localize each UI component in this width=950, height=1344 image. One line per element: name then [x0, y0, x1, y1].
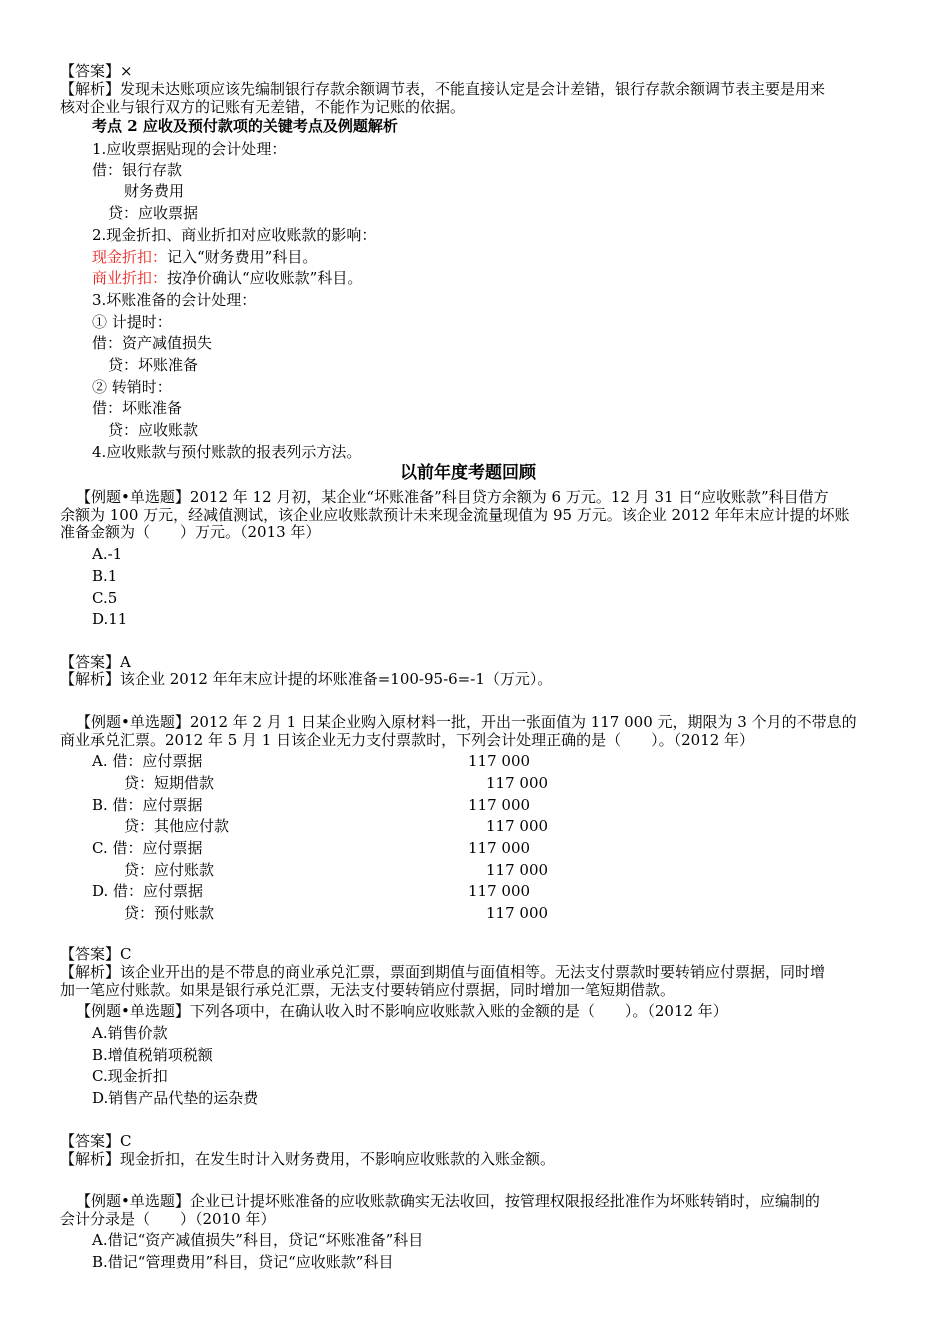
option-debit: C. 借：应付票据	[92, 839, 203, 857]
option-amount: 117 000	[468, 752, 531, 770]
journal-debit: 借：坏账准备	[92, 399, 183, 417]
option: D.销售产品代垫的运杂费	[92, 1089, 259, 1107]
journal-credit: 贷：应收票据	[108, 204, 199, 222]
option-credit: 贷：应付账款	[124, 861, 215, 879]
analysis-line: 【解析】发现未达账项应该先编制银行存款余额调节表，不能直接认定是会计差错，银行存款余额调节表主要是用来	[60, 80, 826, 98]
question-stem: 【例题•单选题】企业已计提坏账准备的应收账款确实无法收回，按管理权限报经批准作为坏账转销时，应编制的	[76, 1192, 820, 1210]
option: B.增值税销项税额	[92, 1046, 213, 1064]
option-debit: D. 借：应付票据	[92, 882, 204, 900]
question-stem: 商业承兑汇票。2012 年 5 月 1 日该企业无力支付票款时，下列会计处理正确的是（ ）。（2012 年）	[60, 731, 755, 749]
review-title: 以前年度考题回顾	[400, 463, 536, 483]
journal-debit: 借：银行存款	[92, 161, 183, 179]
answer-line: 【答案】C	[60, 945, 132, 963]
option-credit: 贷：其他应付款	[124, 817, 230, 835]
point-item: 3.坏账准备的会计处理：	[92, 291, 257, 309]
answer-line: 【答案】C	[60, 1132, 132, 1150]
option: D.11	[92, 610, 128, 628]
question-stem: 【例题•单选题】2012 年 12 月初，某企业“坏账准备”科目贷方余额为 6 万元。12 月 31 日“应收账款”科目借方	[76, 488, 829, 506]
section-title: 考点 2 应收及预付款项的关键考点及例题解析	[92, 117, 398, 135]
option-debit: A. 借：应付票据	[92, 752, 203, 770]
cash-discount-label: 现金折扣：	[92, 248, 168, 266]
journal-credit: 贷：应收账款	[108, 421, 199, 439]
option-credit: 贷：短期借款	[124, 774, 215, 792]
question-stem: 会计分录是（ ）（2010 年）	[60, 1210, 276, 1228]
option: A.-1	[92, 545, 123, 563]
option: A.借记“资产减值损失”科目，贷记“坏账准备”科目	[92, 1231, 424, 1249]
option-amount: 117 000	[468, 796, 531, 814]
option: B.1	[92, 567, 118, 585]
point-item: 2.现金折扣、商业折扣对应收账款的影响：	[92, 226, 377, 244]
trade-discount-label: 商业折扣：	[92, 269, 168, 287]
sub-item: ② 转销时：	[92, 378, 172, 396]
option-amount: 117 000	[468, 839, 531, 857]
option-credit: 贷：预付账款	[124, 904, 215, 922]
option-amount: 117 000	[468, 882, 531, 900]
journal-credit: 贷：坏账准备	[108, 356, 199, 374]
journal-debit: 财务费用	[124, 182, 185, 200]
question-stem: 余额为 100 万元，经减值测试，该企业应收账款预计未来现金流量现值为 95 万元。该企业 2012 年年末应计提的坏账	[60, 506, 850, 524]
question-stem: 【例题•单选题】下列各项中，在确认收入时不影响应收账款入账的金额的是（ ）。（2012 年）	[76, 1002, 728, 1020]
journal-debit: 借：资产减值损失	[92, 334, 213, 352]
option-debit: B. 借：应付票据	[92, 796, 203, 814]
option: A.销售价款	[92, 1024, 168, 1042]
sub-item: ① 计提时：	[92, 313, 172, 331]
analysis-line: 加一笔应付账款。如果是银行承兑汇票，无法支付要转销应付票据，同时增加一笔短期借款。	[60, 981, 676, 999]
option-amount: 117 000	[486, 861, 549, 879]
point-item: 1.应收票据贴现的会计处理：	[92, 140, 287, 158]
cash-discount-text: 记入“财务费用”科目。	[167, 248, 318, 266]
discount-line	[92, 269, 362, 287]
analysis-line: 核对企业与银行双方的记账有无差错，不能作为记账的依据。	[60, 98, 466, 116]
trade-discount-text: 按净价确认“应收账款”科目。	[167, 269, 363, 287]
discount-line	[92, 248, 317, 266]
question-stem: 【例题•单选题】2012 年 2 月 1 日某企业购入原材料一批，开出一张面值为 117 000 元，期限为 3 个月的不带息的	[76, 713, 857, 731]
analysis-line: 【解析】该企业 2012 年年末应计提的坏账准备=100-95-6=-1（万元）。	[60, 670, 553, 688]
option: C.5	[92, 589, 118, 607]
point-item: 4.应收账款与预付账款的报表列示方法。	[92, 443, 362, 461]
answer-line: 【答案】×	[60, 62, 133, 80]
answer-line: 【答案】A	[60, 653, 131, 671]
option-amount: 117 000	[486, 817, 549, 835]
option: C.现金折扣	[92, 1067, 168, 1085]
analysis-line: 【解析】该企业开出的是不带息的商业承兑汇票，票面到期值与面值相等。无法支付票款时要转销应付票据，同时增	[60, 963, 826, 981]
question-stem: 准备金额为（ ）万元。（2013 年）	[60, 523, 321, 541]
analysis-line: 【解析】现金折扣，在发生时计入财务费用，不影响应收账款的入账金额。	[60, 1150, 556, 1168]
option-amount: 117 000	[486, 774, 549, 792]
option: B.借记“管理费用”科目，贷记“应收账款”科目	[92, 1253, 394, 1271]
option-amount: 117 000	[486, 904, 549, 922]
